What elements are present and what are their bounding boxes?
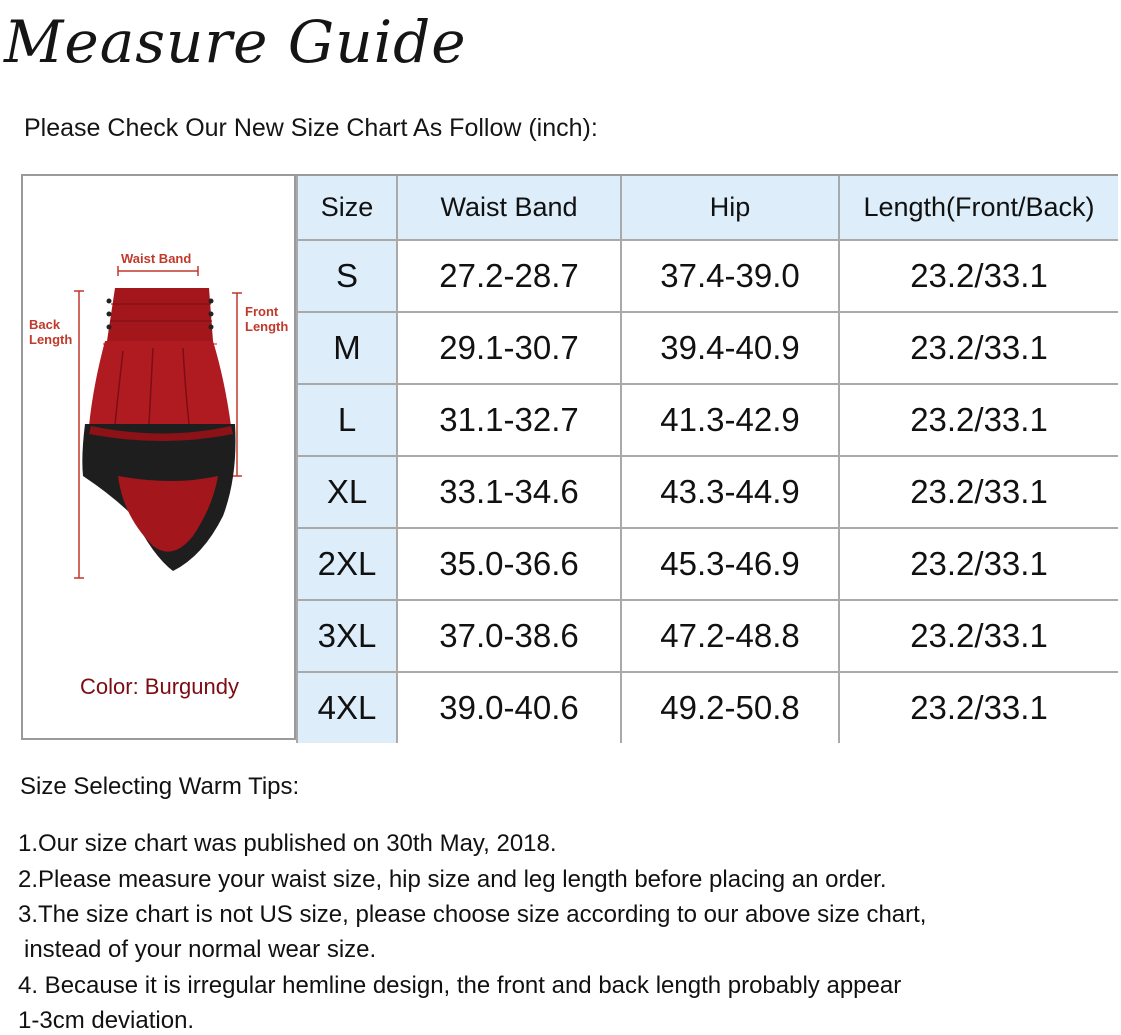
skirt-body — [89, 341, 231, 426]
hip-cell: 37.4-39.0 — [621, 240, 839, 312]
table-row — [297, 456, 1118, 528]
product-image-panel — [23, 176, 296, 738]
page-title: Measure Guide — [4, 8, 467, 76]
hip-cell: 49.2-50.8 — [621, 672, 839, 743]
hip-cell: 47.2-48.8 — [621, 600, 839, 672]
skirt-measurement-illustration — [23, 176, 296, 656]
header-waist-band: Waist Band — [397, 176, 621, 240]
tip-3: 3.The size chart is not US size, please choose size according to our above size chart, — [18, 901, 927, 928]
length-cell: 23.2/33.1 — [839, 384, 1118, 456]
table-row — [297, 312, 1118, 384]
table-row — [297, 672, 1118, 743]
hip-cell: 39.4-40.9 — [621, 312, 839, 384]
waist-cell: 27.2-28.7 — [397, 240, 621, 312]
table-row — [297, 600, 1118, 672]
back-length-annotation: Back Length — [29, 317, 73, 347]
size-cell: M — [297, 312, 397, 384]
skirt-waistband — [107, 288, 213, 341]
waist-band-annotation: Waist Band — [121, 251, 192, 266]
tip-1: 1.Our size chart was published on 30th May, 2018. — [18, 830, 557, 857]
waist-cell: 39.0-40.6 — [397, 672, 621, 743]
table-header-row — [297, 176, 1118, 240]
tip-4-continued: 1-3cm deviation. — [18, 1007, 195, 1034]
size-cell: 3XL — [297, 600, 397, 672]
waist-cell: 29.1-30.7 — [397, 312, 621, 384]
header-length: Length(Front/Back) — [839, 176, 1118, 240]
hip-cell: 43.3-44.9 — [621, 456, 839, 528]
size-cell: XL — [297, 456, 397, 528]
size-cell: L — [297, 384, 397, 456]
hip-cell: 45.3-46.9 — [621, 528, 839, 600]
tip-4: 4. Because it is irregular hemline design, the front and back length probably appear — [18, 972, 902, 999]
size-chart-sheet — [21, 174, 1118, 740]
size-chart-table — [296, 176, 1118, 743]
header-hip: Hip — [621, 176, 839, 240]
tip-3-continued: instead of your normal wear size. — [24, 936, 377, 963]
size-chart-subtitle: Please Check Our New Size Chart As Follow (inch): — [24, 114, 598, 142]
table-row — [297, 384, 1118, 456]
length-cell: 23.2/33.1 — [839, 456, 1118, 528]
size-cell: S — [297, 240, 397, 312]
length-cell: 23.2/33.1 — [839, 600, 1118, 672]
length-cell: 23.2/33.1 — [839, 312, 1118, 384]
size-cell: 4XL — [297, 672, 397, 743]
header-size: Size — [297, 176, 397, 240]
waist-cell: 35.0-36.6 — [397, 528, 621, 600]
tip-2: 2.Please measure your waist size, hip size and leg length before placing an order. — [18, 866, 887, 893]
color-label: Color: Burgundy — [80, 674, 239, 699]
length-cell: 23.2/33.1 — [839, 528, 1118, 600]
waist-cell: 31.1-32.7 — [397, 384, 621, 456]
hip-cell: 41.3-42.9 — [621, 384, 839, 456]
waist-cell: 33.1-34.6 — [397, 456, 621, 528]
tips-heading: Size Selecting Warm Tips: — [20, 773, 300, 800]
front-length-annotation: Front Length — [245, 304, 289, 334]
table-row — [297, 528, 1118, 600]
length-cell: 23.2/33.1 — [839, 672, 1118, 743]
waist-cell: 37.0-38.6 — [397, 600, 621, 672]
table-row — [297, 240, 1118, 312]
size-cell: 2XL — [297, 528, 397, 600]
length-cell: 23.2/33.1 — [839, 240, 1118, 312]
